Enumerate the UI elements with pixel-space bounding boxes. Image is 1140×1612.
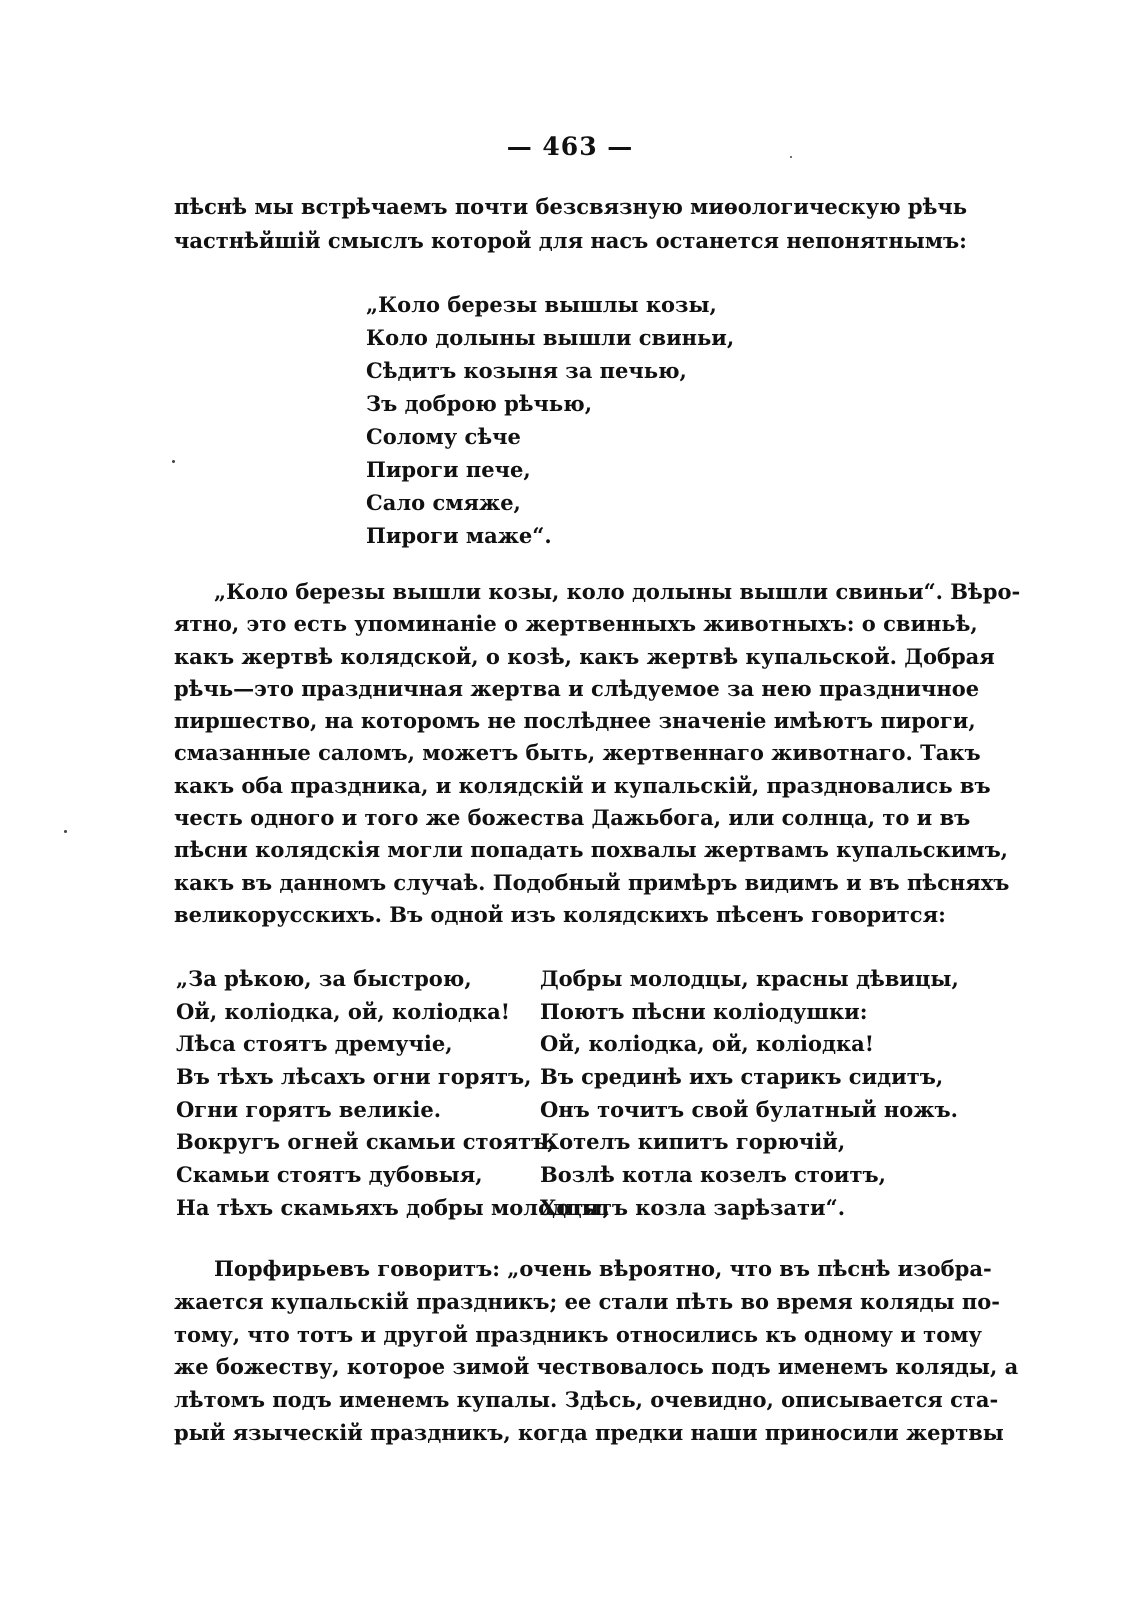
text-line: смазанные саломъ, можетъ быть, жертвеннаго животнаго. Такъ <box>174 740 981 766</box>
verse-line: Сѣдитъ козыня за печью, <box>366 358 687 383</box>
text-line: какъ оба праздника, и колядскій и купальскій, праздновались въ <box>174 772 991 798</box>
verse-line: Въ срединѣ ихъ старикъ сидитъ, <box>540 1064 944 1090</box>
verse-line: Ой, коліодка, ой, коліодка! <box>176 998 511 1024</box>
text-line: же божеству, которое зимой чествовалось подъ именемъ коляды, а <box>174 1354 1019 1380</box>
verse-line: Солому сѣче <box>366 424 521 449</box>
text-line: рый языческій праздникъ, когда предки наши приносили жертвы <box>174 1419 1004 1445</box>
text-line: тому, что тотъ и другой праздникъ относились къ одному и тому <box>174 1321 982 1347</box>
print-speck <box>64 830 67 833</box>
text-line: Порфирьевъ говоритъ: „очень вѣроятно, что въ пѣснѣ изобра- <box>214 1256 992 1281</box>
verse-line: „За рѣкою, за быстрою, <box>176 966 472 991</box>
verse-line: Онъ точитъ свой булатный ножъ. <box>540 1096 958 1122</box>
verse-line: Возлѣ котла козелъ стоитъ, <box>540 1162 886 1188</box>
verse-line: Коло долыны вышли свиньи, <box>366 325 735 350</box>
verse-line: Зъ доброю рѣчью, <box>366 391 593 416</box>
verse-line: На тѣхъ скамьяхъ добры молодцы, <box>176 1194 610 1220</box>
body-paragraph-1 <box>174 576 1021 931</box>
verse-line: Пироги маже“. <box>366 523 552 548</box>
verse-line: Хотятъ козла зарѣзати“. <box>540 1194 846 1220</box>
text-line: рѣчь—это праздничная жертва и слѣдуемое за нею праздничное <box>174 675 980 701</box>
text-line: какъ жертвѣ колядской, о козѣ, какъ жертвѣ купальской. Добрая <box>174 643 995 669</box>
intro-paragraph <box>174 190 968 258</box>
verse-line: Пироги пече, <box>366 457 531 482</box>
text-line: „Коло березы вышли козы, коло долыны вышли свиньи“. Вѣро- <box>214 579 1021 604</box>
text-line: лѣтомъ подъ именемъ купалы. Здѣсь, очевидно, описывается ста- <box>174 1387 999 1413</box>
text-line: какъ въ данномъ случаѣ. Подобный примѣръ видимъ и въ пѣсняхъ <box>174 869 1010 895</box>
text-line: пиршество, на которомъ не послѣднее значеніе имѣютъ пироги, <box>174 708 976 734</box>
text-line: честь одного и того же божества Дажьбога, или солнца, то и въ <box>174 805 971 831</box>
verse-line: Огни горятъ великіе. <box>176 1096 442 1122</box>
verse-line: Ой, коліодка, ой, коліодка! <box>540 1031 875 1057</box>
verse-line: „Коло березы вышлы козы, <box>366 292 717 317</box>
verse-block-1 <box>366 288 734 552</box>
verse-line: Поютъ пѣсни коліодушки: <box>540 998 868 1024</box>
verse-block-2-right <box>540 963 959 1225</box>
verse-line: Въ тѣхъ лѣсахъ огни горятъ, <box>176 1064 532 1090</box>
text-line: пѣсни колядскія могли попадать похвалы жертвамъ купальскимъ, <box>174 837 1008 863</box>
verse-line: Сало смяже, <box>366 490 521 515</box>
text-line: жается купальскій праздникъ; ее стали пѣть во время коляды по- <box>174 1288 1001 1314</box>
text-line: ятно, это есть упоминаніе о жертвенныхъ животныхъ: о свиньѣ, <box>174 611 978 637</box>
print-speck <box>172 460 175 463</box>
verse-line: Лѣса стоятъ дремучіе, <box>176 1031 453 1057</box>
verse-line: Добры молодцы, красны дѣвицы, <box>540 966 959 991</box>
text-line: частнѣйшій смыслъ которой для насъ останется непонятнымъ: <box>174 228 967 253</box>
verse-line: Скамьи стоятъ дубовыя, <box>176 1162 483 1188</box>
text-line: великорусскихъ. Въ одной изъ колядскихъ пѣсенъ говорится: <box>174 901 946 927</box>
body-paragraph-2 <box>174 1253 1019 1450</box>
page-number: — 463 — <box>506 132 634 161</box>
text-line: пѣснѣ мы встрѣчаемъ почти безсвязную миѳологическую рѣчь <box>174 194 968 219</box>
print-speck <box>790 156 792 158</box>
verse-line: Котелъ кипитъ горючій, <box>540 1129 846 1155</box>
verse-line: Вокругъ огней скамьи стоятъ, <box>176 1129 555 1155</box>
